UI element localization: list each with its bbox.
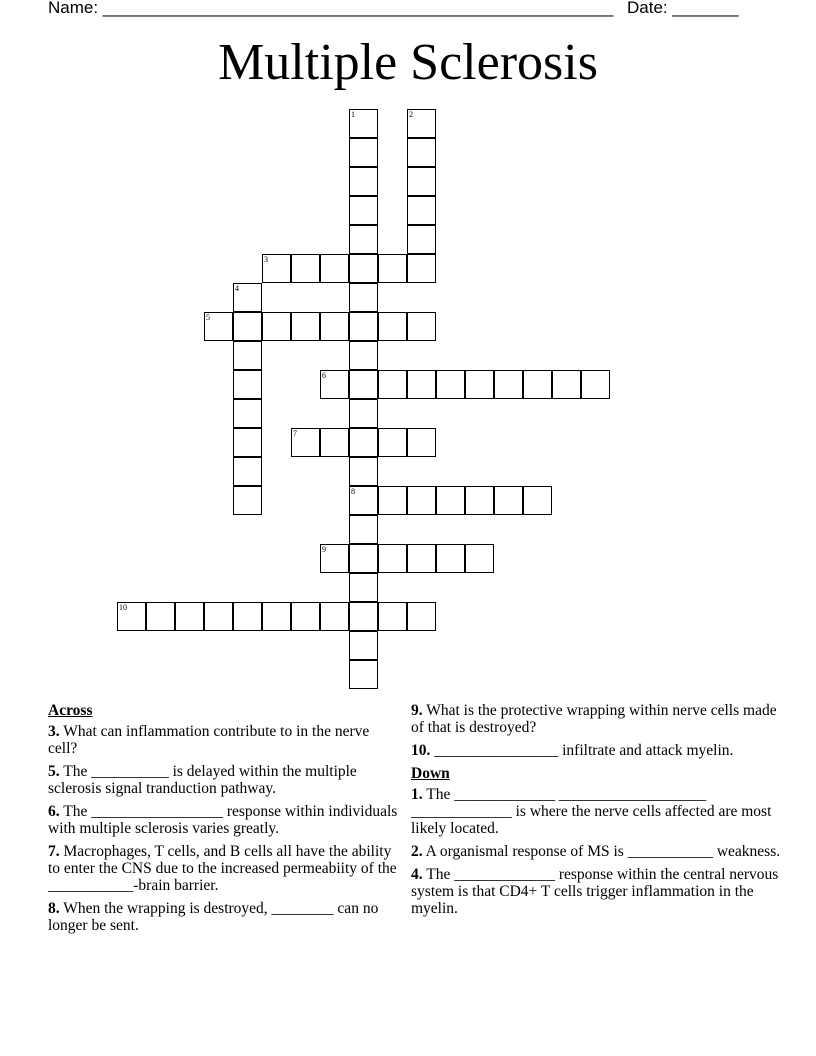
grid-cell[interactable] — [349, 196, 378, 225]
grid-cell[interactable] — [407, 544, 436, 573]
grid-cell-number: 2 — [409, 110, 413, 119]
grid-cell[interactable] — [349, 254, 378, 283]
grid-cell-number: 6 — [322, 371, 326, 380]
grid-cell[interactable] — [233, 399, 262, 428]
grid-cell[interactable] — [349, 370, 378, 399]
grid-cell[interactable] — [494, 370, 523, 399]
grid-cell[interactable] — [349, 486, 378, 515]
grid-cell[interactable] — [407, 167, 436, 196]
grid-cell[interactable] — [262, 602, 291, 631]
grid-cell[interactable] — [320, 544, 349, 573]
clue-across-3: 3. What can inflammation contribute to in the nerve cell? — [48, 723, 370, 757]
grid-cell-number: 4 — [235, 284, 239, 293]
grid-cell[interactable] — [523, 486, 552, 515]
grid-cell[interactable] — [320, 312, 349, 341]
grid-cell[interactable] — [320, 370, 349, 399]
grid-cell[interactable] — [349, 312, 378, 341]
grid-cell[interactable] — [465, 486, 494, 515]
grid-cell[interactable] — [378, 428, 407, 457]
grid-cell[interactable] — [262, 254, 291, 283]
grid-cell[interactable] — [349, 544, 378, 573]
grid-cell[interactable] — [291, 312, 320, 341]
grid-cell[interactable] — [407, 196, 436, 225]
clue-down-1: 1. The _____________ ___________________ _____________ is where the nerve cells affected are most likely located. — [411, 786, 772, 837]
grid-cell[interactable] — [552, 370, 581, 399]
clue-down-2: 2. A organismal response of MS is ___________ weakness. — [411, 843, 781, 860]
grid-cell[interactable] — [378, 312, 407, 341]
clue-across-8: 8. When the wrapping is destroyed, ________ can no longer be sent. — [48, 900, 379, 934]
clue-across-10: 10. ________________ infiltrate and attack myelin. — [411, 742, 734, 759]
grid-cell[interactable] — [233, 312, 262, 341]
grid-cell[interactable] — [436, 486, 465, 515]
grid-cell[interactable] — [407, 138, 436, 167]
page-title: Multiple Sclerosis — [218, 34, 598, 91]
grid-cell[interactable] — [465, 370, 494, 399]
grid-cell[interactable] — [436, 544, 465, 573]
grid-cell[interactable] — [436, 370, 465, 399]
grid-cell-number: 7 — [293, 429, 297, 438]
grid-cell[interactable] — [349, 138, 378, 167]
grid-cell[interactable] — [349, 660, 378, 689]
grid-cell[interactable] — [233, 486, 262, 515]
grid-cell[interactable] — [349, 631, 378, 660]
grid-cell[interactable] — [320, 428, 349, 457]
grid-cell[interactable] — [349, 428, 378, 457]
clue-down-4: 4. The _____________ response within the central nervous system is that CD4+ T cells trigger inflammation in the myelin. — [411, 866, 779, 917]
grid-cell[interactable] — [407, 428, 436, 457]
clue-across-7: 7. Macrophages, T cells, and B cells all have the ability to enter the CNS due to the increased permeabiity of the ___________-brain barrier. — [48, 843, 397, 894]
grid-cell[interactable] — [204, 312, 233, 341]
grid-cell[interactable] — [117, 602, 146, 631]
grid-cell[interactable] — [291, 428, 320, 457]
grid-cell-number: 8 — [351, 487, 355, 496]
grid-cell[interactable] — [378, 486, 407, 515]
grid-cell-number: 3 — [264, 255, 268, 264]
grid-cell[interactable] — [349, 167, 378, 196]
grid-cell[interactable] — [494, 486, 523, 515]
grid-cell[interactable] — [465, 544, 494, 573]
clues-left-column — [48, 702, 398, 940]
grid-cell[interactable] — [291, 254, 320, 283]
grid-cell[interactable] — [407, 254, 436, 283]
clue-across-5: 5. The __________ is delayed within the multiple sclerosis signal tranduction pathway. — [48, 763, 357, 797]
grid-cell-number: 1 — [351, 110, 355, 119]
name-field-label: Name: ______________________________________________________ — [48, 0, 614, 17]
grid-cell[interactable] — [204, 602, 233, 631]
grid-cell[interactable] — [349, 225, 378, 254]
grid-cell-number: 9 — [322, 545, 326, 554]
grid-cell[interactable] — [320, 254, 349, 283]
grid-cell-number: 10 — [119, 603, 127, 612]
grid-cell[interactable] — [378, 602, 407, 631]
grid-cell[interactable] — [349, 283, 378, 312]
across-heading: Across — [48, 702, 93, 719]
clues-right-column — [411, 702, 781, 923]
grid-cell[interactable] — [378, 544, 407, 573]
grid-cell[interactable] — [407, 486, 436, 515]
clue-across-9: 9. What is the protective wrapping within nerve cells made of that is destroyed? — [411, 702, 777, 736]
grid-cell[interactable] — [407, 109, 436, 138]
grid-cell[interactable] — [233, 602, 262, 631]
grid-cell[interactable] — [349, 399, 378, 428]
grid-cell[interactable] — [349, 341, 378, 370]
grid-cell[interactable] — [349, 515, 378, 544]
grid-cell[interactable] — [349, 109, 378, 138]
grid-cell[interactable] — [407, 370, 436, 399]
grid-cell[interactable] — [146, 602, 175, 631]
grid-cell-number: 5 — [206, 313, 210, 322]
grid-cell[interactable] — [233, 428, 262, 457]
grid-cell[interactable] — [349, 457, 378, 486]
grid-cell[interactable] — [233, 457, 262, 486]
grid-cell[interactable] — [523, 370, 552, 399]
grid-cell[interactable] — [320, 602, 349, 631]
down-heading: Down — [411, 765, 450, 782]
grid-cell[interactable] — [378, 254, 407, 283]
grid-cell[interactable] — [349, 602, 378, 631]
grid-cell[interactable] — [262, 312, 291, 341]
grid-cell[interactable] — [175, 602, 204, 631]
clue-across-6: 6. The _________________ response within individuals with multiple sclerosis varies greatly. — [48, 803, 398, 837]
grid-cell[interactable] — [581, 370, 610, 399]
date-field-label: Date: _______ — [627, 0, 739, 17]
grid-cell[interactable] — [378, 370, 407, 399]
grid-cell[interactable] — [407, 225, 436, 254]
grid-cell[interactable] — [407, 312, 436, 341]
grid-cell[interactable] — [233, 341, 262, 370]
grid-cell[interactable] — [349, 573, 378, 602]
grid-cell[interactable] — [291, 602, 320, 631]
grid-cell[interactable] — [233, 283, 262, 312]
grid-cell[interactable] — [407, 602, 436, 631]
grid-cell[interactable] — [233, 370, 262, 399]
